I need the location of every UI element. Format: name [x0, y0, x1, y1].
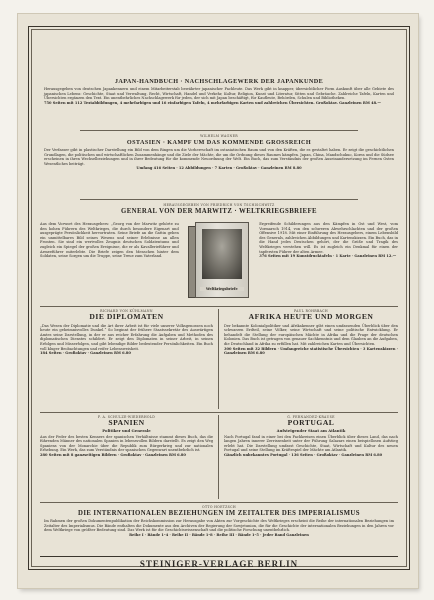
row-diplomaten-afrika	[40, 309, 398, 409]
divider	[80, 130, 358, 131]
spanien-title: SPANIEN	[108, 418, 145, 427]
portugal-author: G. FERNANDEZ-KRAUSE	[287, 415, 335, 419]
marwitz-right-text: Ergreifende Schilderungen aus den Kämpfen in Ost und West, vom Vormarsch 1914, von den schweren Abwehrschlachten und der großen Offensive 1918. Mit einer Einführung des Herausgebers, einem Lebensbild des Generals, zahlreichen Abbildungen und Kartenskizzen. Ein Buch, das in die Hand jedes Deutschen gehört, der die Größe und Tragik des Weltkrieges verstehen will. Es ist zugleich ein Denkmal für einen der tapfersten Führer der alten Armee.	[259, 222, 399, 254]
internationale-price: Reihe I · Bände 1–4 · Reihe II · Bände 1–8 · Reihe III · Bände 1–5 · Jeder Band Ganzleinen	[129, 532, 309, 537]
afrika-title: AFRIKA HEUTE UND MORGEN	[248, 312, 374, 321]
spanien-price: 280 Seiten mit 8 ganzseitigen Bildern · Großoktav · Ganzleinen RM 6.80	[40, 452, 186, 457]
section-japan	[40, 78, 398, 105]
book-cover-title: Weltkriegsbriefe	[200, 287, 244, 291]
book-image	[185, 222, 253, 298]
section-diplomaten	[40, 309, 219, 409]
spanien-subtitle: Politiker und Generale	[102, 427, 151, 433]
afrika-price: 300 Seiten mit 32 Bildern · Umfangreiche statistische Übersichten · 3 Kartenskizzen · Ganzleinen RM 6.80	[224, 346, 398, 356]
diplomaten-author: RICHARD VON KÜHLMANN	[100, 309, 153, 313]
spanien-author: F. A. SCHULZE-WIEDERHOLD	[97, 415, 156, 419]
section-spanien	[40, 415, 219, 499]
book-cover	[195, 222, 249, 298]
marwitz-right	[259, 222, 398, 302]
footer	[40, 559, 398, 569]
page-border	[28, 26, 410, 570]
internationale-author: OTTO HOETZSCH	[202, 505, 236, 509]
marwitz-left-text: Aus dem Vorwort des Herausgebers: „Georg von der Marwitz gehörte zu den hohen Führern des Weltkrieges, die durch besondere Eigenart und ausgeprägte Persönlichkeit hervortraten. Seine Briefe an die Gattin geben ein unmittelbares Bild seines Wesens und seiner Erlebnisse an allen Fronten. Sie sind ein wertvolles Zeugnis deutschen Soldatentums und zugleich ein Spiegel der großen Ereignisse, die er als Kavallerieführer und Armeeführer miterlebte. Die Briefe zeigen den Menschen hinter dem Soldaten, seine Sorgen um die Truppe, seine Treue zum Vaterland.	[40, 222, 179, 259]
page-content	[40, 36, 399, 569]
portugal-price: Gänzlich unbekanntes Portugal · 136 Seiten · Großoktav · Ganzleinen RM 6.80	[224, 452, 383, 457]
section-ostasien	[40, 134, 398, 171]
marwitz-columns	[40, 222, 398, 302]
afrika-author: PAUL ROHRBACH	[294, 309, 328, 313]
section-portugal	[219, 415, 398, 499]
japan-price: 750 Seiten mit 112 Textabbildungen, 4 mehrfarbigen und 16 einfarbigen Tafeln, 4 mehrfarbigen Karten und zahlreichen Übersichten. Großoktav. Ganzleinen RM 48.—	[44, 100, 381, 105]
divider	[80, 199, 358, 200]
ostasien-title: OSTASIEN · KAMPF UM DAS KOMMENDE GROSSREICH	[126, 139, 312, 146]
portugal-title: PORTUGAL	[287, 418, 335, 427]
section-internationale	[40, 505, 398, 537]
brochure-back-page	[18, 14, 418, 588]
diplomaten-title: DIE DIPLOMATEN	[89, 312, 164, 321]
portugal-body: Nach Portugal fand in einer bei den Fachkreisen einen Überblick über dieses Land, das nach langen Jahren innerer Zerrissenheit unter der Führung Salazars einen beispiellosen Aufstieg erlebt hat. Die Darstellung umfasst Geschichte, Staat, Wirtschaft und Kultur des neuen Portugal und seine Stellung im Kräftespiel der Mächte am Atlantik.	[224, 434, 398, 453]
section-marwitz	[40, 203, 398, 215]
footer-rule	[40, 556, 398, 557]
divider	[40, 412, 398, 413]
diplomaten-price: 184 Seiten · Großoktav · Ganzleinen RM 6.80	[40, 351, 131, 356]
afrika-body: Der bekannte Kolonialpolitiker und Afrikakenner gibt einen umfassenden Überblick über den schwarzen Erdteil, seine Völker, seine Wirtschaft und seine politische Entwicklung. Er behandelt die Stellung der europäischen Mächte in Afrika und die Frage der deutschen Kolonien. Das Buch ist getragen von genauer Sachkenntnis und dem Glauben an die Aufgaben, die Deutschland in Afrika zu erfüllen hat. Mit zahlreichen Karten und Übersichten.	[224, 323, 398, 346]
page-border-inner	[31, 29, 407, 567]
marwitz-title: GENERAL VON DER MARWITZ · WELTKRIEGSBRIEFE	[121, 208, 317, 215]
divider	[40, 502, 398, 503]
marwitz-price: 376 Seiten mit 19 Kunstdrucktafeln · 1 Karte · Ganzleinen RM 12.—	[259, 254, 397, 259]
japan-title: JAPAN-HANDBUCH · NACHSCHLAGEWERK DER JAPANKUNDE	[114, 78, 324, 85]
ostasien-price: Umfang 416 Seiten · 12 Abbildungen · 7 Karten · Großoktav · Ganzleinen RM 8.80	[136, 166, 302, 171]
ostasien-body: Der Verfasser gibt in plastischer Darstellung ein Bild von dem Ringen um die Vorherrschaft im ostasiatischen Raum und von den Kräften, die es gestaltet haben. Er zeigt die geschichtlichen Grundlagen, die politischen und wirtschaftlichen Zusammenhänge und die Ziele der Mächte, die um die Ordnung dieses Raumes kämpfen. Japan, China, Mandschukuo, Korea und die Südsee erscheinen in ihren Wechselbeziehungen und in ihrer Bedeutung für die kommende Neuordnung der Welt. Ein Buch, das zum Verständnis der großen Auseinandersetzung im Fernen Osten Wesentliches beiträgt.	[44, 148, 394, 166]
ostasien-author: WILHELM WAGNER	[200, 134, 238, 138]
divider	[40, 306, 398, 307]
publisher-name: STEINIGER-VERLAGE BERLIN	[139, 559, 299, 569]
internationale-title: DIE INTERNATIONALEN BEZIEHUNGEN IM ZEITALTER DES IMPERIALISMUS	[78, 510, 360, 517]
spanien-body: Aus der Feder des besten Kenners der spanischen Verhältnisse stammt dieses Buch, das die führenden Männer des nationalen Spanien in lebensvollen Bildern darstellt. Es zeigt den Weg Spaniens von der Monarchie über die Republik zum Bürgerkrieg und zur nationalen Erhebung. Ein Werk, das zum Verständnis der spanischen Gegenwart unentbehrlich ist.	[40, 434, 213, 453]
portugal-subtitle: Aufsteigender Staat am Atlantik	[276, 427, 346, 433]
marwitz-author: HERAUSGEGEBEN VON FRIEDRICH VON TSCHISCHWITZ	[163, 203, 275, 207]
general-portrait-image	[202, 229, 242, 279]
row-spanien-portugal	[40, 415, 398, 499]
diplomaten-body: „Das Wesen der Diplomatie und die Art ihrer Arbeit ist für viele unserer Volksgenossen noch heute ein geheimnisvolles Dunkel.“ So beginnt der frühere Staatssekretär des Auswärtigen Amtes seine Darstellung, in der er aus reicher Erfahrung die Aufgaben und Methoden des diplomatischen Dienstes schildert. Er zeigt den Diplomaten in seiner Arbeit, in seinen Erfolgen und Misserfolgen, und gibt lebendige Bilder bedeutender Persönlichkeiten. Ein Buch voll kluger Beobachtungen und reifer Lebensweisheit.	[40, 323, 213, 351]
internationale-body: Im Rahmen der großen Dokumentenpublikation der Reichskommission zur Herausgabe von Akten zur Vorgeschichte des Weltkrieges erscheint die Reihe der internationalen Beziehungen im Zeitalter des Imperialismus. Die Bände enthalten die Dokumente aus den Archiven der Regierung der Sowjetunion, die für die Geschichte der internationalen Beziehungen in den Jahren vor dem Weltkriege von größter Bedeutung sind. Das Werk ist für die Geschichtswissenschaft und die politische Forschung unentbehrlich.	[44, 519, 394, 533]
section-afrika	[219, 309, 398, 409]
japan-body: Herausgegeben von deutschen Japankennern und einem Mitarbeiterstab bewährter japanischer Fachleute. Das Werk gibt in knapper, übersichtlicher Form Auskunft über alle Gebiete des japanischen Lebens: Geschichte, Staat und Verwaltung, Recht, Wirtschaft, Handel und Verkehr, Kultur, Religion, Kunst und Literatur, Sitten und Gebräuche. Zahlreiche Tafeln, Karten und Übersichten ergänzen den Text. Ein unentbehrliches Nachschlagewerk für jeden, der sich mit Japan beschäftigt, für Kaufleute, Behörden, Schulen und Bibliotheken.	[44, 87, 394, 101]
